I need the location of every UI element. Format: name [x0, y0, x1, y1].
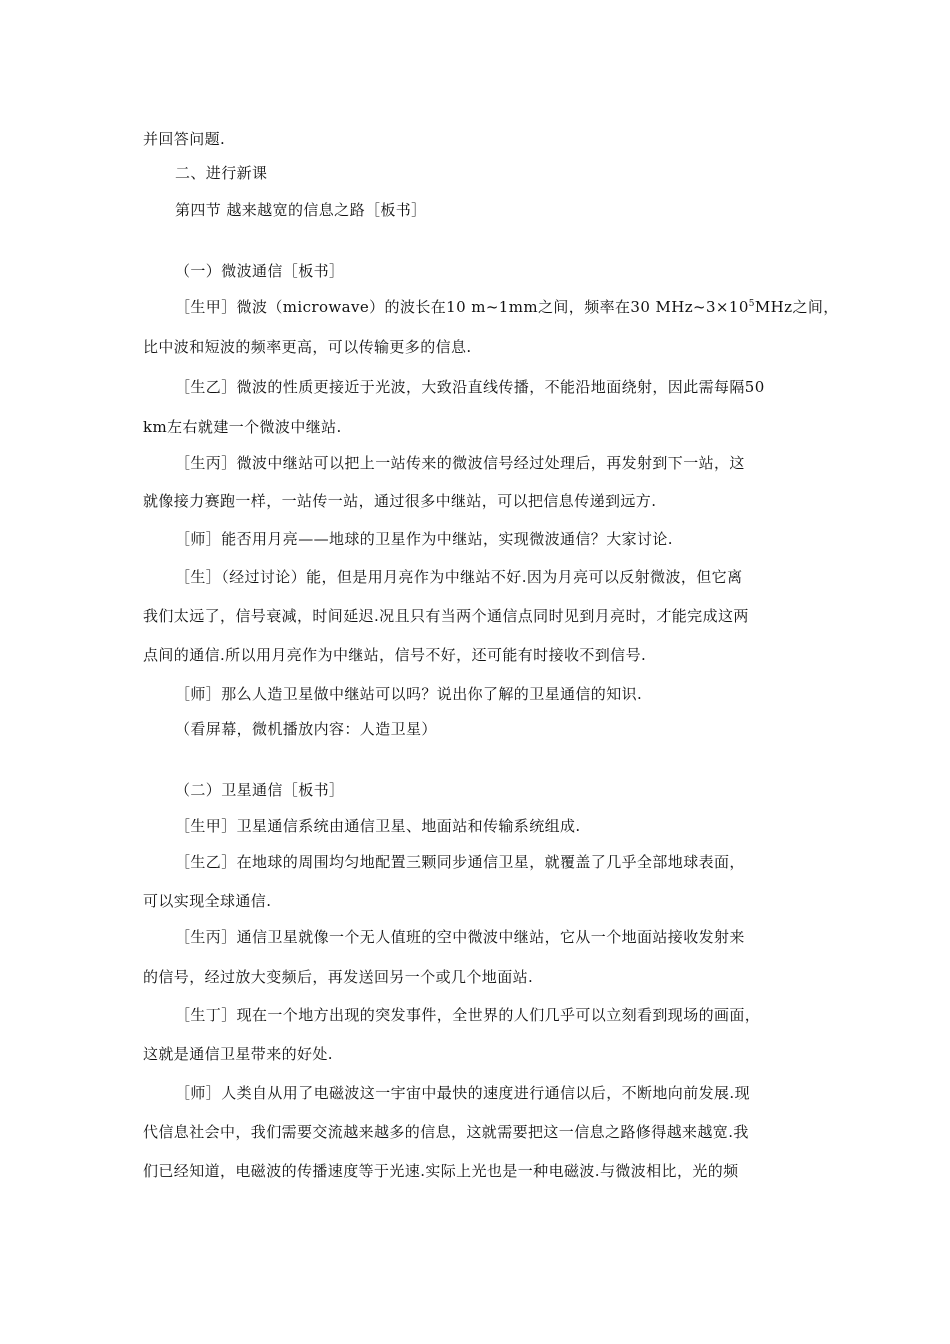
text-line: ［生丙］通信卫星就像一个无人值班的空中微波中继站，它从一个地面站接收发射来	[175, 928, 745, 946]
text-line: ［生］（经过讨论）能，但是用月亮作为中继站不好.因为月亮可以反射微波，但它离	[175, 568, 743, 586]
text-line: 们已经知道，电磁波的传播速度等于光速.实际上光也是一种电磁波.与微波相比，光的频	[143, 1162, 739, 1180]
text-line: ［生甲］卫星通信系统由通信卫星、地面站和传输系统组成.	[175, 817, 581, 835]
text-line: 可以实现全球通信.	[143, 892, 272, 910]
text-line: 点间的通信.所以用月亮作为中继站，信号不好，还可能有时接收不到信号.	[143, 646, 647, 664]
text-line	[175, 297, 839, 317]
text-line: ［师］能否用月亮——地球的卫星作为中继站，实现微波通信？大家讨论.	[175, 530, 673, 548]
text-line: ［师］那么人造卫星做中继站可以吗？说出你了解的卫星通信的知识.	[175, 685, 643, 703]
text-line: km左右就建一个微波中继站.	[143, 418, 342, 436]
superscript: 5	[748, 299, 755, 309]
subsection-heading: （二）卫星通信［板书］	[175, 781, 345, 799]
text-line: 比中波和短波的频率更高，可以传输更多的信息.	[143, 338, 472, 356]
text-line: 二、进行新课	[175, 164, 268, 182]
subsection-heading: （一）微波通信［板书］	[175, 262, 345, 280]
text-line: 就像接力赛跑一样，一站传一站，通过很多中继站，可以把信息传递到远方.	[143, 492, 657, 510]
text-line: 这就是通信卫星带来的好处.	[143, 1045, 333, 1063]
text-line: ［生乙］在地球的周围均匀地配置三颗同步通信卫星，就覆盖了几乎全部地球表面，	[175, 853, 745, 871]
text-segment: MHz之间，	[754, 298, 839, 316]
text-segment: ［生甲］微波（microwave）的波长在10 m~1mm之间，频率在30 MHz~3×10	[175, 298, 749, 316]
text-line: 我们太远了，信号衰减，时间延迟.况且只有当两个通信点同时见到月亮时，才能完成这两	[143, 607, 749, 625]
text-line: 代信息社会中，我们需要交流越来越多的信息，这就需要把这一信息之路修得越来越宽.我	[143, 1123, 749, 1141]
text-line: ［生乙］微波的性质更接近于光波，大致沿直线传播，不能沿地面绕射，因此需每隔50	[175, 378, 765, 396]
text-line: （看屏幕，微机播放内容：人造卫星）	[175, 720, 437, 738]
text-line: ［生丁］现在一个地方出现的突发事件，全世界的人们几乎可以立刻看到现场的画面，	[175, 1006, 761, 1024]
section-heading: 第四节 越来越宽的信息之路［板书］	[175, 201, 427, 219]
text-line: 并回答问题.	[143, 130, 226, 148]
text-line: ［师］人类自从用了电磁波这一宇宙中最快的速度进行通信以后，不断地向前发展.现	[175, 1084, 750, 1102]
text-line: ［生丙］微波中继站可以把上一站传来的微波信号经过处理后，再发射到下一站，这	[175, 454, 745, 472]
text-line: 的信号，经过放大变频后，再发送回另一个或几个地面站.	[143, 968, 534, 986]
